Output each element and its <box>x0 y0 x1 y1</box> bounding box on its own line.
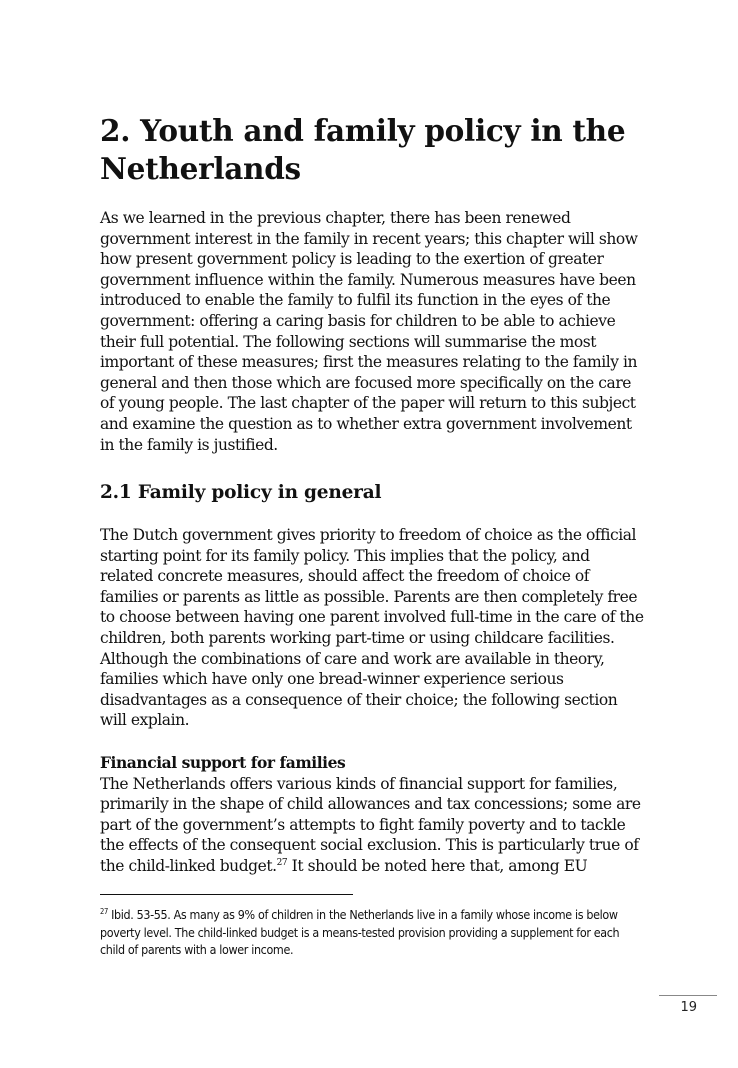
financial-support-text-continued: It should be noted here that, among EU <box>287 856 588 875</box>
footnote-divider <box>100 894 353 895</box>
footnote-text: Ibid. 53-55. As many as 9% of children in the Netherlands live in a family whose income is below poverty level. The child-linked budget is a means-tested provision providing a supplement for each child of parents with a lower income. <box>100 907 620 957</box>
financial-support-text: The Netherlands offers various kinds of financial support for families, primarily in the shape of child allowances and tax concessions; some are part of the government’s attempts to fight family poverty and to tackle the effects of the consequent social exclusion. This is particularly true of the child-linked budget. <box>100 774 641 875</box>
section-heading: 2.1 Family policy in general <box>100 482 382 503</box>
page-number: 19 <box>680 1000 697 1015</box>
footnote <box>100 906 645 959</box>
section-paragraph: The Dutch government gives priority to freedom of choice as the official starting point for its family policy. This implies that the policy, and related concrete measures, should affect the freedom of choice of families or parents as little as possible. Parents are then completely free to choose between having one parent involved full-time in the care of the children, both parents working part-time or using childcare facilities. Although the combinations of care and work are available in theory, families which have only one bread-winner experience serious disadvantages as a consequence of their choice; the following section will explain. <box>100 526 644 730</box>
financial-support-subheading: Financial support for families <box>100 753 346 772</box>
footnote-reference[interactable]: 27 <box>276 857 288 868</box>
chapter-heading: 2. Youth and family policy in the Netherlands <box>100 113 626 186</box>
intro-paragraph: As we learned in the previous chapter, there has been renewed government interest in the family in recent years; this chapter will show how present government policy is leading to the exertion of greater government influence within the family. Numerous measures have been introduced to enable the family to fulfil its function in the eyes of the government: offering a caring basis for children to be able to achieve their full potential. The following sections will summarise the most important of these measures; first the measures relating to the family in general and then those which are focused more specifically on the care of young people. The last chapter of the paper will return to this subject and examine the question as to whether extra government involvement in the family is justified. <box>100 209 638 454</box>
footnote-number: 27 <box>100 907 108 916</box>
financial-support-block <box>100 753 645 877</box>
page-number-rule <box>659 995 717 996</box>
